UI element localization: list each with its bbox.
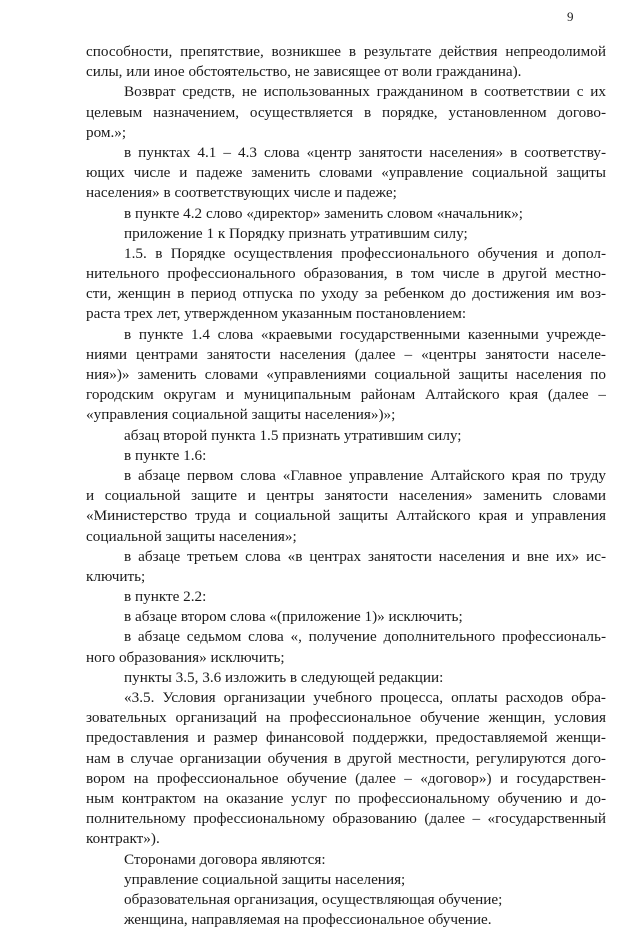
text-line: полнительному профессиональному образованию (далее – «государственный <box>86 810 606 828</box>
text-line: в пункте 1.4 слова «краевыми государственными казенными учрежде- <box>124 325 606 343</box>
text-line: 1.5. в Порядке осуществления профессионального обучения и допол- <box>124 244 606 262</box>
text-line: нительного профессионального образования, в том числе в другой местно- <box>86 265 606 283</box>
text-line: зовательных организаций на профессиональное обучение женщин, условия <box>86 709 606 727</box>
text-line: пункты 3.5, 3.6 изложить в следующей редакции: <box>124 668 444 686</box>
document-body <box>86 42 606 930</box>
text-line: в пункте 1.6: <box>124 446 207 464</box>
page-number: 9 <box>567 9 574 24</box>
text-line: ния»)» заменить словами «управлениями социальной защиты населения по <box>86 366 606 383</box>
text-line: ром.»; <box>86 123 127 141</box>
text-line: ключить; <box>86 567 146 585</box>
text-line: и социальной защите и центры занятости населения» заменить словами <box>86 487 606 505</box>
text-line: сти, женщин в период отпуска по уходу за ребенком до достижения им воз- <box>86 285 606 303</box>
text-line: нам в случае организации обучения в другой местности, регулируются дого- <box>86 749 606 767</box>
text-line: в абзаце седьмом слова «, получение дополнительного профессиональ- <box>124 628 606 646</box>
text-line: в абзаце втором слова «(приложение 1)» исключить; <box>124 608 463 626</box>
text-line: «управления социальной защиты населения»)»; <box>86 406 396 424</box>
text-line: в пункте 2.2: <box>124 588 207 606</box>
text-line: контракт»). <box>86 830 160 848</box>
text-line: в пунктах 4.1 – 4.3 слова «центр занятости населения» в соответству- <box>124 143 606 161</box>
text-line: управление социальной защиты населения; <box>124 870 406 888</box>
text-line: Возврат средств, не использованных гражданином в соответствии с их <box>124 83 606 101</box>
text-line: населения» в соответствующих числе и падеже; <box>86 184 397 202</box>
text-line: силы, или иное обстоятельство, не зависящее от воли гражданина). <box>86 63 522 81</box>
text-line: в пункте 4.2 слово «директор» заменить словом «начальник»; <box>124 204 524 222</box>
text-line: ного образования» исключить; <box>86 648 285 666</box>
text-line: женщина, направляемая на профессиональное обучение. <box>124 911 492 929</box>
text-line: вором на профессиональное обучение (далее – «договор») и государствен- <box>86 769 606 787</box>
text-line: целевым назначением, осуществляется в порядке, установленном догово- <box>86 103 606 121</box>
text-line: раста трех лет, утвержденном указанным постановлением: <box>86 305 467 323</box>
text-line: «Министерство труда и социальной защиты Алтайского края и управления <box>86 507 606 525</box>
text-line: социальной защиты населения»; <box>86 527 297 545</box>
text-line: ным контрактом на оказание услуг по профессиональному обучению и до- <box>86 789 606 807</box>
text-line: Сторонами договора являются: <box>124 850 326 868</box>
text-line: приложение 1 к Порядку признать утратившим силу; <box>124 224 468 242</box>
text-line: в абзаце третьем слова «в центрах занятости населения и вне их» ис- <box>124 547 606 565</box>
text-line: ющих числе и падеже заменить словами «управление социальной защиты <box>86 164 606 182</box>
text-line: в абзаце первом слова «Главное управление Алтайского края по труду <box>124 466 606 484</box>
text-line: «3.5. Условия организации учебного процесса, оплаты расходов обра- <box>124 689 606 706</box>
text-line: способности, препятствие, возникшее в результате действия непреодолимой <box>86 43 606 60</box>
text-line: ниями центрами занятости населения (далее – «центры занятости населе- <box>86 345 606 363</box>
text-line: абзац второй пункта 1.5 признать утратившим силу; <box>124 426 462 444</box>
text-line: городским округам и муниципальным районам Алтайского края (далее – <box>86 386 606 404</box>
text-line: образовательная организация, осуществляющая обучение; <box>124 890 503 908</box>
text-line: предоставления и размер финансовой поддержки, предоставляемой женщи- <box>86 729 606 747</box>
